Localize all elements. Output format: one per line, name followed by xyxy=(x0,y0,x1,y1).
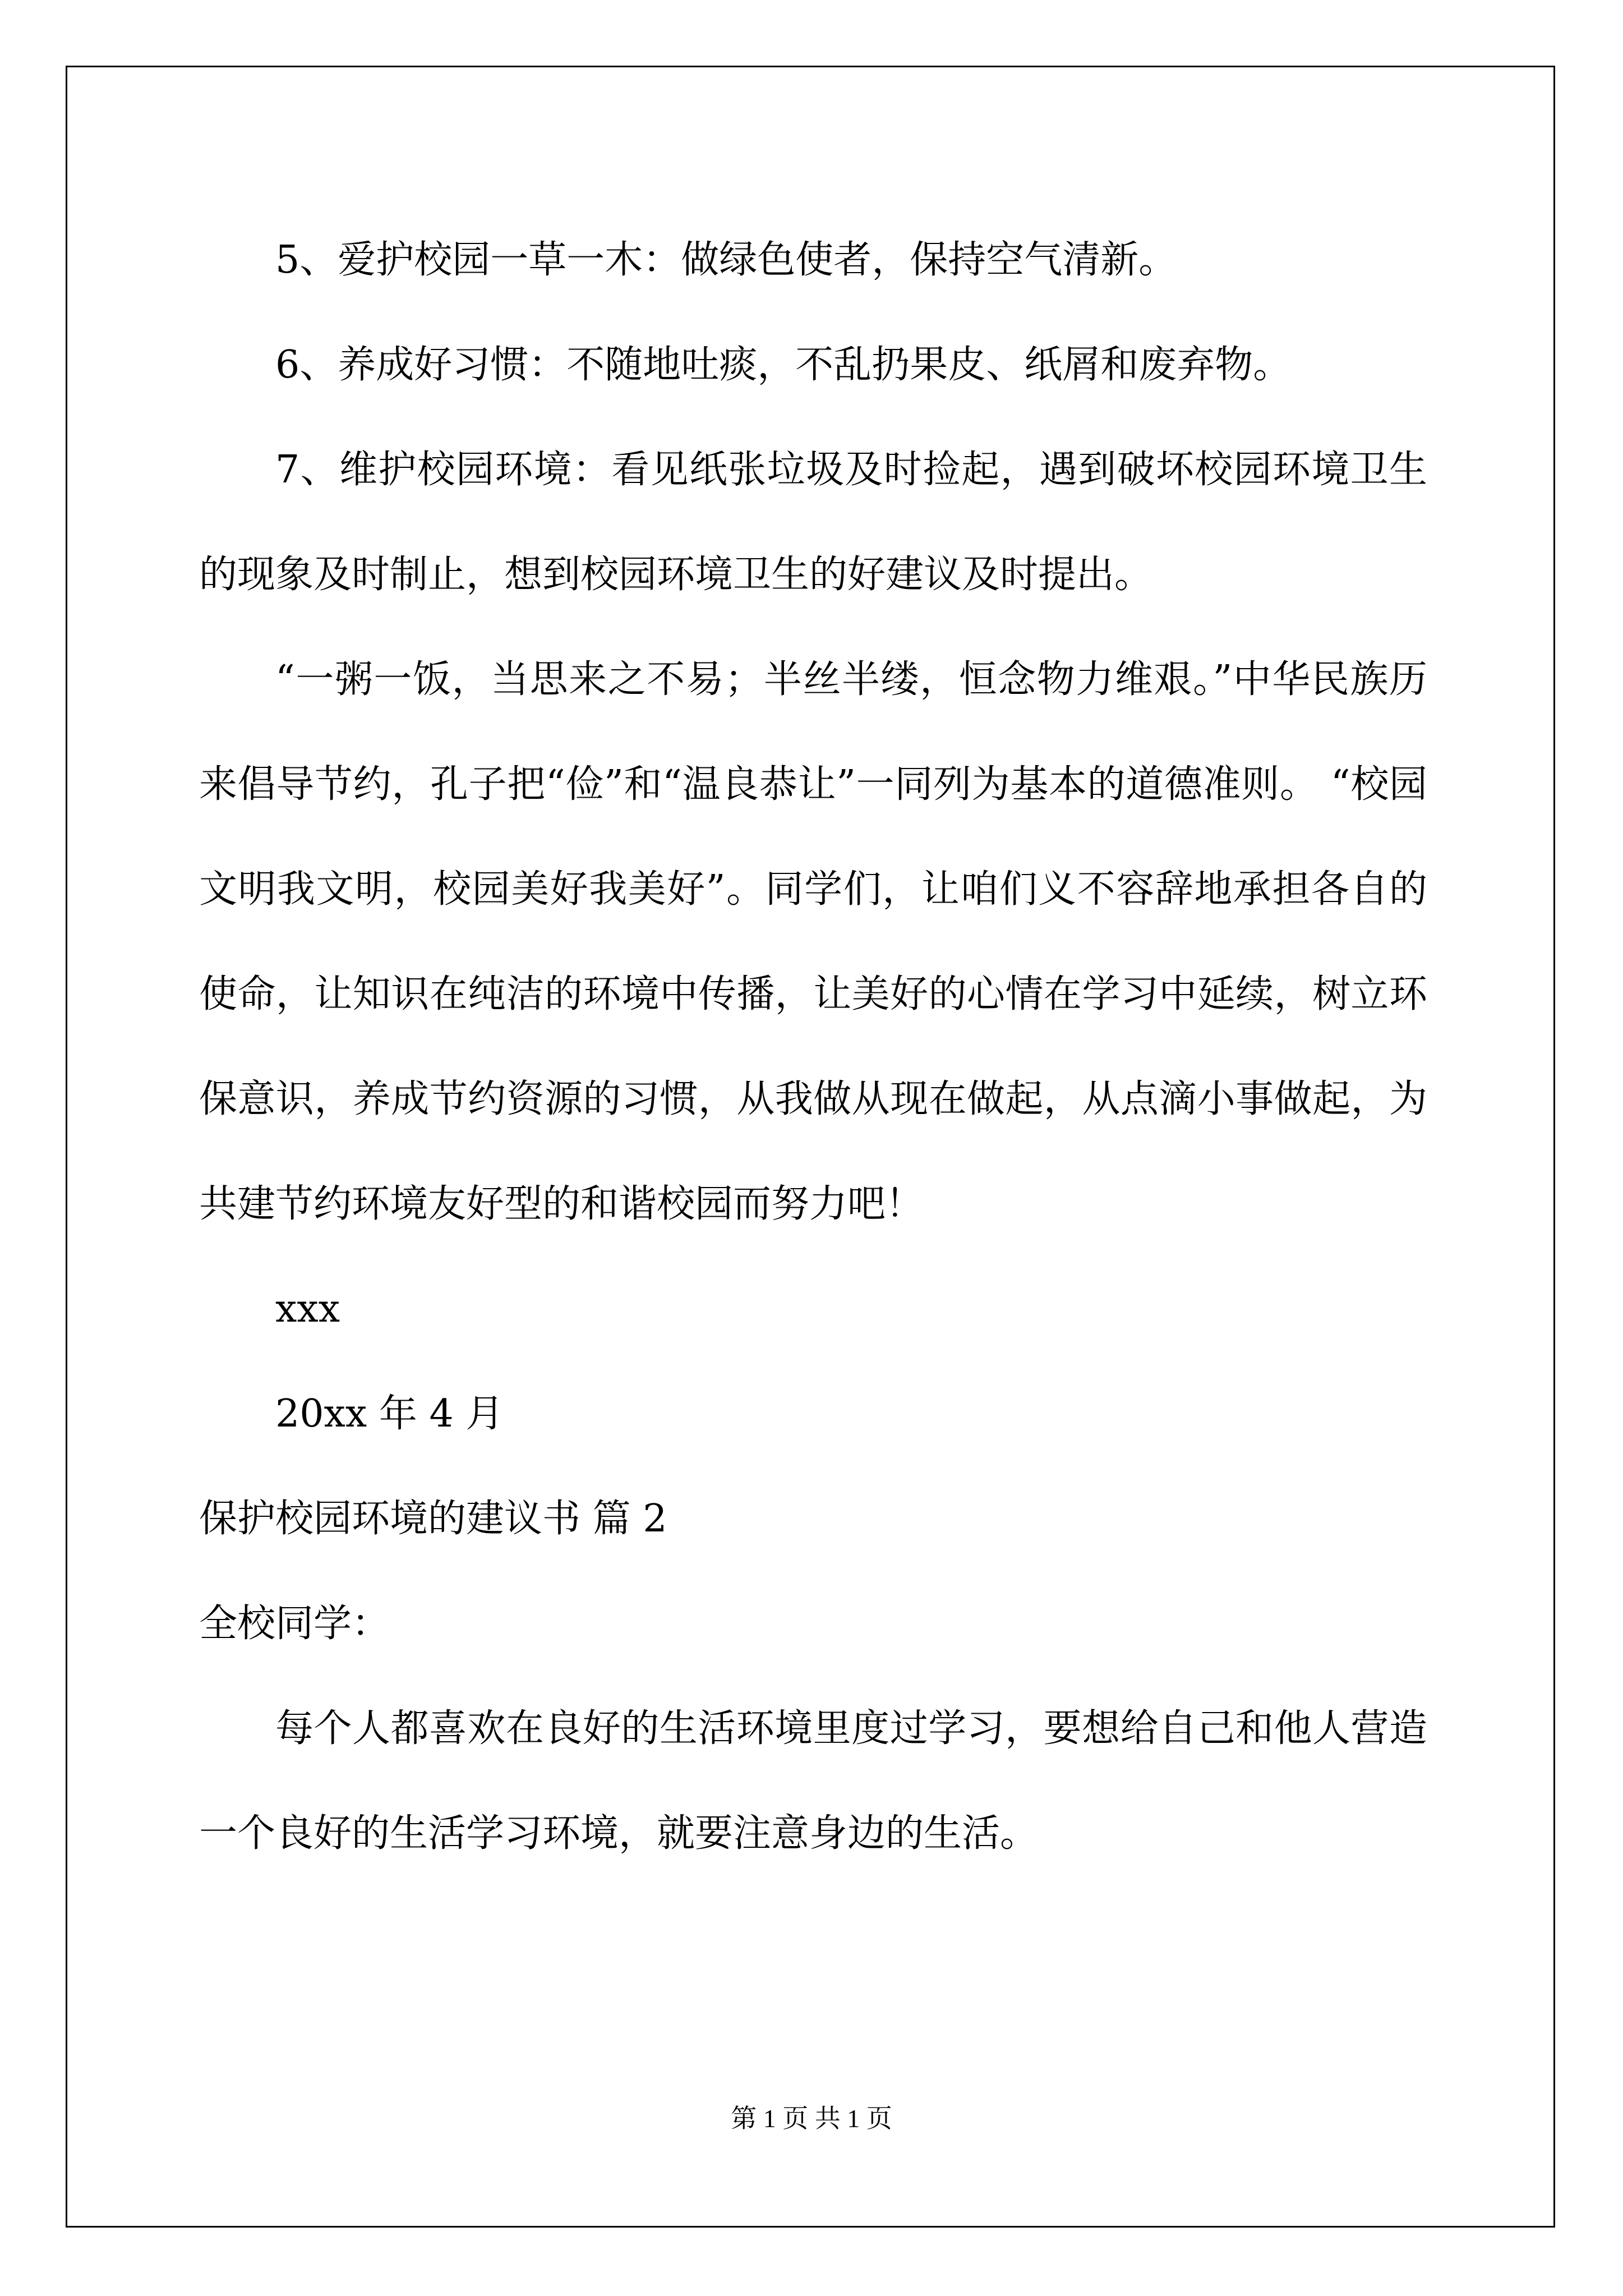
page-footer: 第 1 页 共 1 页 xyxy=(731,2104,892,2133)
paragraph-body-quote: “一粥一饭，当思来之不易；半丝半缕，恒念物力维艰。”中华民族历来倡导节约，孔子把“俭”和“温良恭让”一同列为基本的道德准则。 “校园文明我文明，校园美好我美好”。同学们，让咱们义不容辞地承担各自的使命，让知识在纯洁的环境中传播，让美好的心情在学习中延续，树立环保意识，养成节约资源的习惯，从我做从现在做起，从点滴小事做起，为共建节约环境友好型的和谐校园而努力吧！ xyxy=(199,657,1427,1226)
paragraph-item-6: 6、养成好习惯：不随地吐痰，不乱扔果皮、纸屑和废弃物。 xyxy=(275,343,1292,387)
paragraph-body-intro: 每个人都喜欢在良好的生活环境里度过学习，要想给自己和他人营造一个良好的生活学习环境，就要注意身边的生活。 xyxy=(199,1706,1427,1856)
paragraph-item-7: 7、维护校园环境：看见纸张垃圾及时捡起，遇到破坏校园环境卫生的现象及时制止，想到校园环境卫生的好建议及时提出。 xyxy=(199,448,1427,597)
signature-date: 20xx 年 4 月 xyxy=(275,1392,504,1436)
paragraph-item-5: 5、爱护校园一草一木：做绿色使者，保持空气清新。 xyxy=(275,238,1177,282)
signature-name: xxx xyxy=(275,1287,340,1331)
section-heading: 保护校园环境的建议书 篇 2 xyxy=(199,1497,667,1541)
document-body xyxy=(199,208,1427,1886)
salutation: 全校同学： xyxy=(199,1602,390,1646)
